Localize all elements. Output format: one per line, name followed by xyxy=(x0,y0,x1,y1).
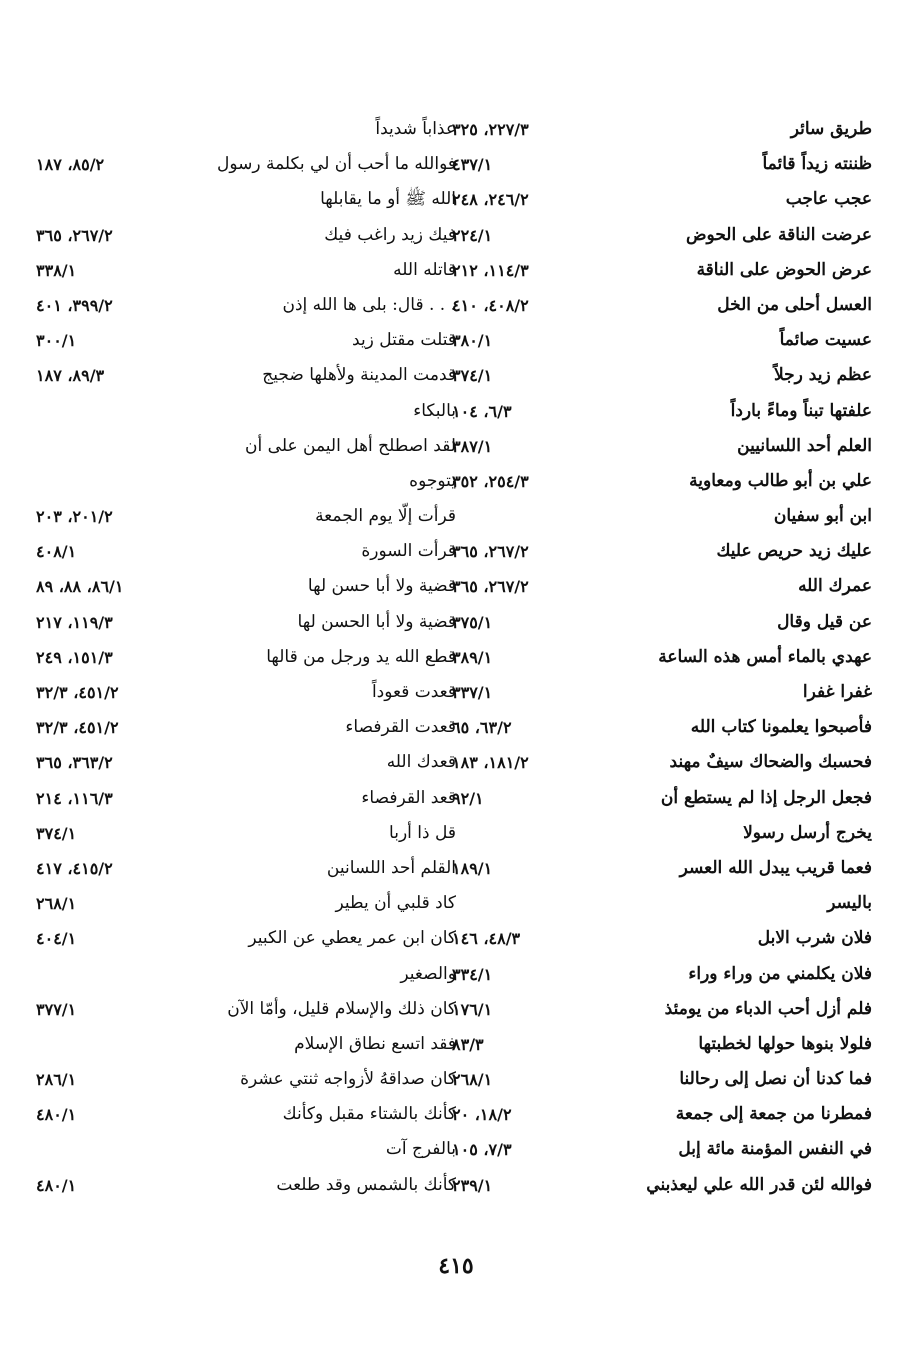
entry-phrase: فلولا بنوها حولها لخطبتها xyxy=(698,1033,872,1054)
entry-phrase: قضية ولا أبا حسن لها xyxy=(307,576,456,597)
index-entry xyxy=(452,464,872,499)
entry-page-reference: ٣٨٠/١ xyxy=(452,331,493,351)
index-entry xyxy=(36,1132,456,1167)
entry-page-reference: ٤٠٨/٢، ٤١٠ xyxy=(452,295,529,315)
index-entry xyxy=(452,429,872,464)
index-entry xyxy=(36,851,456,886)
index-entry xyxy=(36,429,456,464)
entry-page-reference xyxy=(36,394,206,429)
index-entry xyxy=(36,1097,456,1132)
index-entry xyxy=(36,218,456,253)
entry-page-reference: ١٨١/٢، ١٨٣ xyxy=(452,753,529,773)
entry-page-reference xyxy=(36,429,206,464)
entry-page-reference: ٢٦٧/٢، ٣٦٥ xyxy=(36,225,113,245)
entry-phrase: بالبكاء xyxy=(413,400,456,421)
entry-phrase: عهدي بالماء أمس هذه الساعة xyxy=(658,646,872,667)
index-entry xyxy=(452,921,872,956)
entry-phrase: العلم أحد اللسانيين xyxy=(737,435,872,456)
entry-phrase: فحسبك والضحاك سيفٌ مهند xyxy=(669,752,872,773)
entry-page-reference: ٤٣٧/١ xyxy=(452,155,493,175)
index-entry xyxy=(36,499,456,534)
entry-page-reference: ٤٠٨/١ xyxy=(36,542,77,562)
entry-phrase: عذاباً شديداً xyxy=(375,119,456,139)
entry-phrase: فعما قريب يبدل الله العسر xyxy=(679,857,872,878)
entry-page-reference: ٢٤٦/٢، ٢٤٨ xyxy=(452,190,529,210)
index-entry xyxy=(452,640,872,675)
entry-page-reference: ٢٢٧/٣، ٣٢٥ xyxy=(452,120,529,139)
entry-page-reference: ٣٠٠/١ xyxy=(36,331,77,351)
entry-phrase: قل ذا أربا xyxy=(389,822,456,843)
index-entry xyxy=(452,182,872,217)
index-entry xyxy=(452,1062,872,1097)
entry-page-reference: ٣٨٩/١ xyxy=(452,647,493,667)
entry-phrase: يخرج أرسل رسولا xyxy=(743,822,872,843)
index-entry xyxy=(452,605,872,640)
index-entry xyxy=(452,1097,872,1132)
entry-page-reference: ٣٩٩/٢، ٤٠١ xyxy=(36,295,113,315)
entry-phrase: فوالله ما أحب أن لي بكلمة رسول xyxy=(216,154,456,175)
index-entry xyxy=(36,1027,456,1062)
index-entry xyxy=(452,534,872,569)
index-entry xyxy=(36,921,456,956)
entry-phrase: كان ذلك والإسلام قليل، وأمّا الآن xyxy=(227,998,456,1019)
entry-page-reference: ٢٣٩/١ xyxy=(452,1175,493,1195)
index-entry xyxy=(36,957,456,992)
entry-phrase: والصغير xyxy=(400,963,456,984)
entry-phrase: قاتله الله xyxy=(393,259,456,280)
index-column-left xyxy=(36,112,456,1203)
entry-phrase: عجب عاجب xyxy=(785,189,872,210)
entry-phrase: قعد القرفصاء xyxy=(361,787,456,808)
entry-phrase: قضية ولا أبا الحسن لها xyxy=(297,611,456,632)
entry-phrase: يتوجوه xyxy=(409,470,456,491)
index-entry xyxy=(452,569,872,604)
entry-phrase: كان ابن عمر يعطي عن الكبير xyxy=(248,928,456,949)
entry-phrase: عن قيل وقال xyxy=(777,611,872,632)
entry-phrase: قعدت القرفصاء xyxy=(345,717,456,738)
index-entry xyxy=(36,358,456,393)
index-entry xyxy=(452,147,872,182)
entry-page-reference: ٣٨٧/١ xyxy=(452,436,493,456)
entry-page-reference: ٤٨/٣، ١٤٦ xyxy=(452,929,521,949)
entry-page-reference xyxy=(36,182,206,217)
entry-page-reference: ١١٩/٣، ٢١٧ xyxy=(36,612,113,632)
entry-phrase: فجعل الرجل إذا لم يستطع أن xyxy=(660,787,872,808)
index-entry xyxy=(452,1168,872,1203)
index-entry xyxy=(36,710,456,745)
entry-page-reference: ٢٦٧/٢، ٣٦٥ xyxy=(452,577,529,597)
entry-phrase: كأنك بالشتاء مقبل وكأنك xyxy=(282,1104,456,1125)
entry-phrase: قعدك الله xyxy=(386,752,456,773)
entry-page-reference xyxy=(452,499,622,534)
entry-page-reference: ٨٩/٣، ١٨٧ xyxy=(36,366,105,386)
entry-page-reference: ٤١٥/٢، ٤١٧ xyxy=(36,858,113,878)
entry-page-reference: ٣٧٥/١ xyxy=(452,612,493,632)
entry-phrase: في النفس المؤمنة مائة إبل xyxy=(678,1139,872,1160)
index-entry xyxy=(452,816,872,851)
entry-page-reference: ٢٢٤/١ xyxy=(452,225,493,245)
index-entry xyxy=(36,1168,456,1203)
index-entry xyxy=(452,394,872,429)
entry-phrase: فمطرنا من جمعة إلى جمعة xyxy=(675,1104,872,1125)
entry-page-reference: ٤٥١/٢، ٣٢/٣ xyxy=(36,683,119,702)
entry-phrase: . . . قال: بلى ها الله إذن xyxy=(282,294,456,315)
entry-phrase: قتلت مقتل زيد xyxy=(352,330,456,351)
entry-phrase: عرض الحوض على الناقة xyxy=(696,259,872,280)
index-entry xyxy=(452,253,872,288)
entry-page-reference: ١٧٦/١ xyxy=(452,999,493,1019)
index-entry xyxy=(36,745,456,780)
entry-page-reference: ٣٣٨/١ xyxy=(36,260,77,280)
entry-phrase: قعدت قعوداً xyxy=(371,682,456,702)
index-entry xyxy=(452,323,872,358)
entry-phrase: القلم أحد اللسانين xyxy=(326,857,456,878)
entry-phrase: قدمت المدينة ولأهلها ضجيج xyxy=(262,365,456,386)
index-entry xyxy=(36,112,456,147)
entry-page-reference: ٢٦٨/١ xyxy=(452,1070,493,1090)
index-entry xyxy=(36,394,456,429)
entry-page-reference: ٨٦/١، ٨٨، ٨٩ xyxy=(36,577,124,597)
index-entry xyxy=(452,1132,872,1167)
index-column-right xyxy=(452,112,872,1203)
index-entry xyxy=(36,781,456,816)
entry-phrase: قرأت السورة xyxy=(361,541,456,562)
index-entry xyxy=(452,957,872,992)
entry-phrase: فلان يكلمني من وراء وراء xyxy=(688,963,872,984)
entry-phrase: غفرا غفرا xyxy=(802,682,872,702)
index-entry xyxy=(452,1027,872,1062)
index-entry xyxy=(36,1062,456,1097)
index-entry xyxy=(36,534,456,569)
entry-phrase: علفتها تبناً وماءً بارداً xyxy=(730,400,872,421)
index-entry xyxy=(36,147,456,182)
entry-phrase: عمرك الله xyxy=(798,576,872,597)
index-entry xyxy=(452,358,872,393)
entry-phrase: ظننته زيداً قائماً xyxy=(762,154,872,175)
entry-phrase: كاد قلبي أن يطير xyxy=(335,893,456,914)
entry-phrase: عظم زيد رجلاً xyxy=(774,365,872,386)
entry-phrase: كان صداقهُ لأزواجه ثنتي عشرة xyxy=(240,1069,456,1090)
entry-page-reference xyxy=(36,1132,206,1167)
index-entry xyxy=(452,851,872,886)
entry-phrase: فما كدنا أن نصل إلى رحالنا xyxy=(679,1069,872,1090)
index-entry xyxy=(452,288,872,323)
entry-page-reference: ٣٧٤/١ xyxy=(452,366,493,386)
index-entry xyxy=(452,745,872,780)
index-entry xyxy=(452,992,872,1027)
index-entry xyxy=(452,218,872,253)
index-entry xyxy=(36,569,456,604)
entry-page-reference xyxy=(36,957,206,992)
entry-page-reference: ٨٣/٣ xyxy=(452,1034,484,1054)
entry-page-reference xyxy=(452,886,622,921)
entry-phrase: علي بن أبو طالب ومعاوية xyxy=(689,470,872,491)
entry-page-reference: ٣٣٧/١ xyxy=(452,683,493,702)
index-entry xyxy=(36,288,456,323)
entry-phrase: فلم أزل أحب الدباء من يومئذ xyxy=(664,998,872,1019)
entry-page-reference: ٢٦٧/٢، ٣٦٥ xyxy=(452,542,529,562)
index-entry xyxy=(36,323,456,358)
index-entry xyxy=(36,992,456,1027)
index-entry xyxy=(452,112,872,147)
index-entry xyxy=(452,499,872,534)
entry-phrase: كأنك بالشمس وقد طلعت xyxy=(276,1174,456,1195)
entry-page-reference: ٦٣/٢، ٦٥ xyxy=(452,718,512,738)
index-entry xyxy=(36,886,456,921)
entry-phrase: فلان شرب الابل xyxy=(757,928,872,949)
entry-page-reference: ٨٥/٢، ١٨٧ xyxy=(36,155,105,175)
index-entry xyxy=(452,781,872,816)
index-entry xyxy=(36,605,456,640)
entry-phrase: باليسر xyxy=(827,893,872,914)
entry-page-reference: ٤٨٠/١ xyxy=(36,1105,77,1125)
entry-phrase: قطع الله يد ورجل من قالها xyxy=(266,646,456,667)
page-number: ٤١٥ xyxy=(438,1253,474,1279)
entry-page-reference: ٦/٣، ١٠٤ xyxy=(452,401,512,421)
entry-page-reference: ٤٥١/٢، ٣٢/٣ xyxy=(36,718,119,738)
entry-page-reference xyxy=(452,816,622,851)
index-entry xyxy=(36,640,456,675)
index-entry xyxy=(452,886,872,921)
entry-page-reference: ٢٠١/٢، ٢٠٣ xyxy=(36,507,113,527)
index-entry xyxy=(452,710,872,745)
entry-page-reference: ٣٧٧/١ xyxy=(36,999,77,1019)
entry-page-reference: ١٥١/٣، ٢٤٩ xyxy=(36,647,113,667)
entry-page-reference xyxy=(36,1027,206,1062)
entry-page-reference: ٢٥٤/٣، ٣٥٢ xyxy=(452,471,529,491)
entry-phrase: طريق سائر xyxy=(790,119,872,139)
entry-page-reference: ٤٨٠/١ xyxy=(36,1175,77,1195)
entry-phrase: فأصبحوا يعلمونا كتاب الله xyxy=(690,717,872,738)
entry-page-reference: ١٨/٢، ٢٠ xyxy=(452,1105,512,1125)
entry-phrase: لقد اصطلح أهل اليمن على أن xyxy=(245,435,456,456)
entry-page-reference xyxy=(36,464,206,499)
index-entry xyxy=(36,253,456,288)
entry-phrase: فقد اتسع نطاق الإسلام xyxy=(294,1033,456,1054)
index-entry xyxy=(36,816,456,851)
entry-page-reference xyxy=(36,112,206,147)
entry-page-reference: ٣٧٤/١ xyxy=(36,823,77,843)
entry-phrase: عليك زيد حريص عليك xyxy=(716,541,872,562)
entry-page-reference: ٧/٣، ١٠٥ xyxy=(452,1140,512,1160)
entry-page-reference: ٢٦٨/١ xyxy=(36,894,77,914)
entry-phrase: بالفرج آت xyxy=(385,1139,456,1160)
entry-page-reference: ٤٠٤/١ xyxy=(36,929,77,949)
entry-page-reference: ١٨٩/١ xyxy=(452,858,493,878)
entry-phrase: ابن أبو سفيان xyxy=(773,506,872,527)
entry-phrase: فيك زيد راغب فيك xyxy=(324,224,456,245)
entry-phrase: قرأت إلّا يوم الجمعة xyxy=(315,506,456,527)
entry-page-reference: ٩٢/١ xyxy=(452,788,484,808)
entry-phrase: عرضت الناقة على الحوض xyxy=(685,224,872,245)
entry-phrase: العسل أحلى من الخل xyxy=(717,294,872,315)
entry-page-reference: ٢٨٦/١ xyxy=(36,1070,77,1090)
entry-page-reference: ٣٣٤/١ xyxy=(452,964,493,984)
entry-page-reference: ٣٦٣/٢، ٣٦٥ xyxy=(36,753,113,773)
index-entry xyxy=(452,675,872,710)
entry-phrase: الله ﷺ أو ما يقابلها xyxy=(320,189,456,210)
entry-page-reference: ١١٦/٣، ٢١٤ xyxy=(36,788,113,808)
entry-phrase: عسيت صائماً xyxy=(779,330,872,351)
index-entry xyxy=(36,464,456,499)
entry-phrase: فوالله لئن قدر الله علي ليعذبني xyxy=(646,1174,872,1195)
entry-page-reference: ١١٤/٣، ٢١٢ xyxy=(452,260,529,280)
index-entry xyxy=(36,675,456,710)
index-entry xyxy=(36,182,456,217)
